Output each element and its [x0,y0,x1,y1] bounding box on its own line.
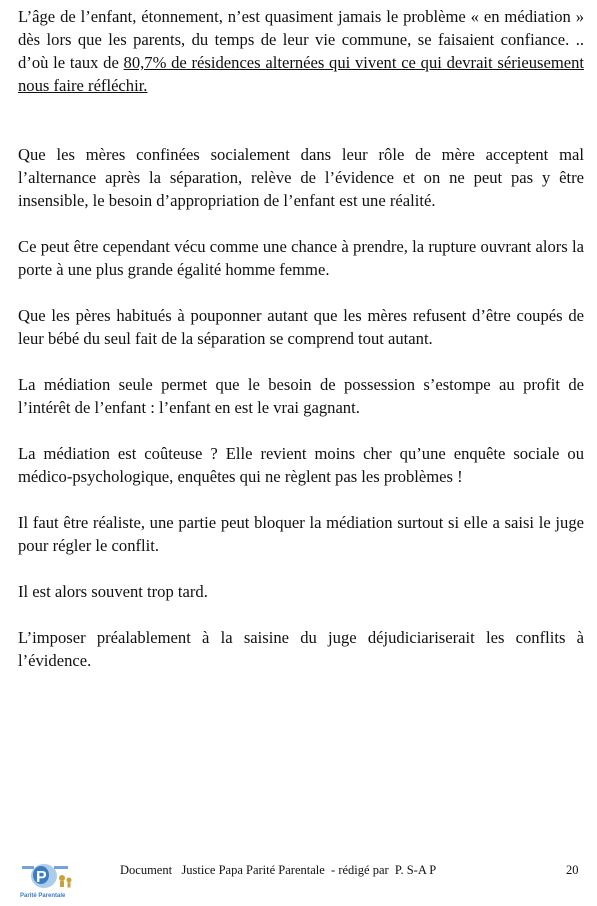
paragraph-3: Ce peut être cependant vécu comme une chance à prendre, la rupture ouvrant alors la porte à une plus grande égalité homme femme. [18,237,584,279]
page-number: 20 [566,863,579,877]
footer-text: Document Justice Papa Parité Parentale - rédigé par P. S-A P [120,863,437,877]
paragraph-1-underlined: 80,7% de résidences alternées qui vivent ce qui devrait sérieusement nous faire réfléchir. [18,53,585,95]
paragraph-5: La médiation seule permet que le besoin de possession s’estompe au profit de l’intérêt de l’enfant : l’enfant en est le vrai gagnant. [18,375,584,417]
document-body [18,5,584,695]
svg-text:P: P [36,869,47,886]
paragraph-6: La médiation est coûteuse ? Elle revient moins cher qu’une enquête sociale ou médico-psychologique, enquêtes qui ne règlent pas les problèmes ! [18,444,584,486]
parite-parentale-logo [14,860,88,902]
paragraph-8: Il est alors souvent trop tard. [18,582,208,601]
paragraph-7: Il faut être réaliste, une partie peut bloquer la médiation surtout si elle a saisi le juge pour régler le conflit. [18,513,584,555]
logo-text: Parité Parentale [20,893,66,899]
paragraph-1 [18,5,584,97]
page-footer [0,856,597,906]
paragraph-1-text: L’âge de l’enfant, étonnement, n’est quasiment jamais le problème « en médiation » dès lors que les parents, du temps de leur vie commune, se faisaient confiance. .. d’où le taux de [18,7,584,72]
paragraph-4: Que les pères habitués à pouponner autant que les mères refusent d’être coupés de leur bébé du seul fait de la séparation se comprend tout autant. [18,306,584,348]
paragraph-9: L’imposer préalablement à la saisine du juge déjudiciariserait les conflits à l’évidence. [18,628,584,670]
paragraph-2: Que les mères confinées socialement dans leur rôle de mère acceptent mal l’alternance après la séparation, relève de l’évidence et on ne peut pas y être insensible, le besoin d’appropriation de l’enfant est une réalité. [18,145,584,210]
